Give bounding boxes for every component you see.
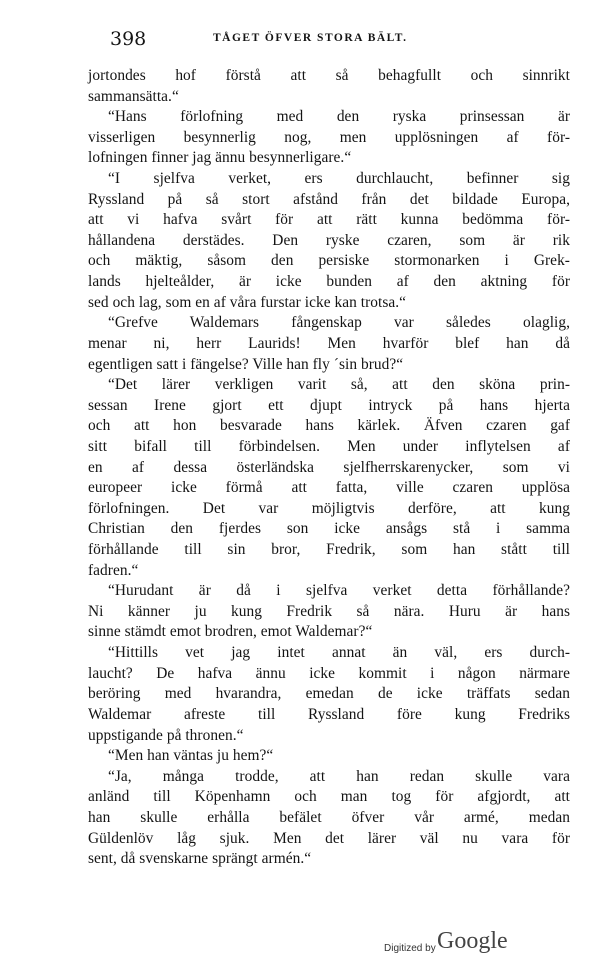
text-line: hållandena derstädes. Den ryske czaren, som är rik [88,231,570,249]
text-line: sammansätta.“ [88,87,179,105]
text-line: “Men han väntas ju hem?“ [108,747,274,765]
text-line: sitt bifall till förbindelsen. Men under inflytelsen af [88,437,570,455]
text-line: sed och lag, som en af våra furstar icke kan trotsa.“ [88,293,407,311]
text-line: “Hittills vet jag intet annat än väl, ers durch- [108,644,570,662]
text-line: sent, då svenskarne sprängt armén.“ [88,850,312,868]
text-line: sinne stämdt emot brodren, emot Waldemar?“ [88,623,373,641]
text-line: “Hurudant är då i sjelfva verket detta förhållande? [108,582,570,600]
text-line: “Grefve Waldemars fångenskap var således olaglig, [108,314,570,332]
digitized-by-label: Digitized by [384,943,436,954]
text-line: Waldemar afreste till Ryssland före kung Fredriks [88,705,570,723]
google-logo: Google [437,928,508,954]
text-line: anländ till Köpenhamn och man tog för afgjordt, att [88,788,570,806]
text-line: egentligen satt i fängelse? Ville han fly ˊsin brud?“ [88,355,404,373]
text-line: europeer icke förmå att fatta, ville czaren upplösa [88,479,570,497]
digitized-watermark [384,930,574,960]
page-header [110,28,570,52]
text-line: lofningen finner jag ännu besynnerligare.“ [88,149,352,167]
body-text [88,66,570,870]
text-line: uppstigande på thronen.“ [88,726,244,744]
text-line: menar ni, herr Laurids! Men hvarför blef han då [88,334,570,352]
text-line: förlofningen. Det var möjligtvis derföre, att kung [88,499,570,517]
text-line: en af dessa österländska sjelfherrskarenycker, som vi [88,458,570,476]
text-line: visserligen besynnerlig nog, men upplösningen af för- [88,128,570,146]
text-line: “Det lärer verkligen varit så, att den sköna prin- [108,376,570,394]
text-line: Ni känner ju kung Fredrik så nära. Huru är hans [88,602,570,620]
text-line: lands hjelteålder, är icke bunden af den aktning för [88,273,570,291]
text-line: beröring med hvarandra, emedan de icke träffats sedan [88,685,570,703]
text-line: han skulle erhålla befälet öfver vår armé, medan [88,808,570,826]
text-line: “I sjelfva verket, ers durchlaucht, befinner sig [108,170,570,188]
text-line: Ryssland på så stort afstånd från det bildade Europa, [88,190,570,208]
text-line: sessan Irene gjort ett djupt intryck på hans hjerta [88,396,570,414]
text-line: Christian den fjerdes son icke ansågs stå i samma [88,520,570,538]
text-line: “Ja, många trodde, att han redan skulle vara [108,767,570,785]
page-number: 398 [110,28,147,50]
text-line: fadren.“ [88,561,139,579]
running-head: TÅGET ÖFVER STORA BÄLT. [213,32,408,44]
text-line: och att hon besvarade hans kärlek. Äfven czaren gaf [88,417,570,435]
text-line: laucht? De hafva ännu icke kommit i någon närmare [88,664,570,682]
text-line: att vi hafva svårt för att rätt kunna bedömma för- [88,211,570,229]
text-line: “Hans förlofning med den ryska prinsessan är [108,108,570,126]
text-line: förhållande till sin bror, Fredrik, som han stått till [88,541,570,559]
text-line: Güldenlöv låg sjuk. Men det lärer väl nu vara för [88,829,570,847]
text-line: jortondes hof förstå att så behagfullt och sinnrikt [88,67,570,84]
text-line: och mäktig, såsom den persiske stormonarken i Grek- [88,252,570,270]
